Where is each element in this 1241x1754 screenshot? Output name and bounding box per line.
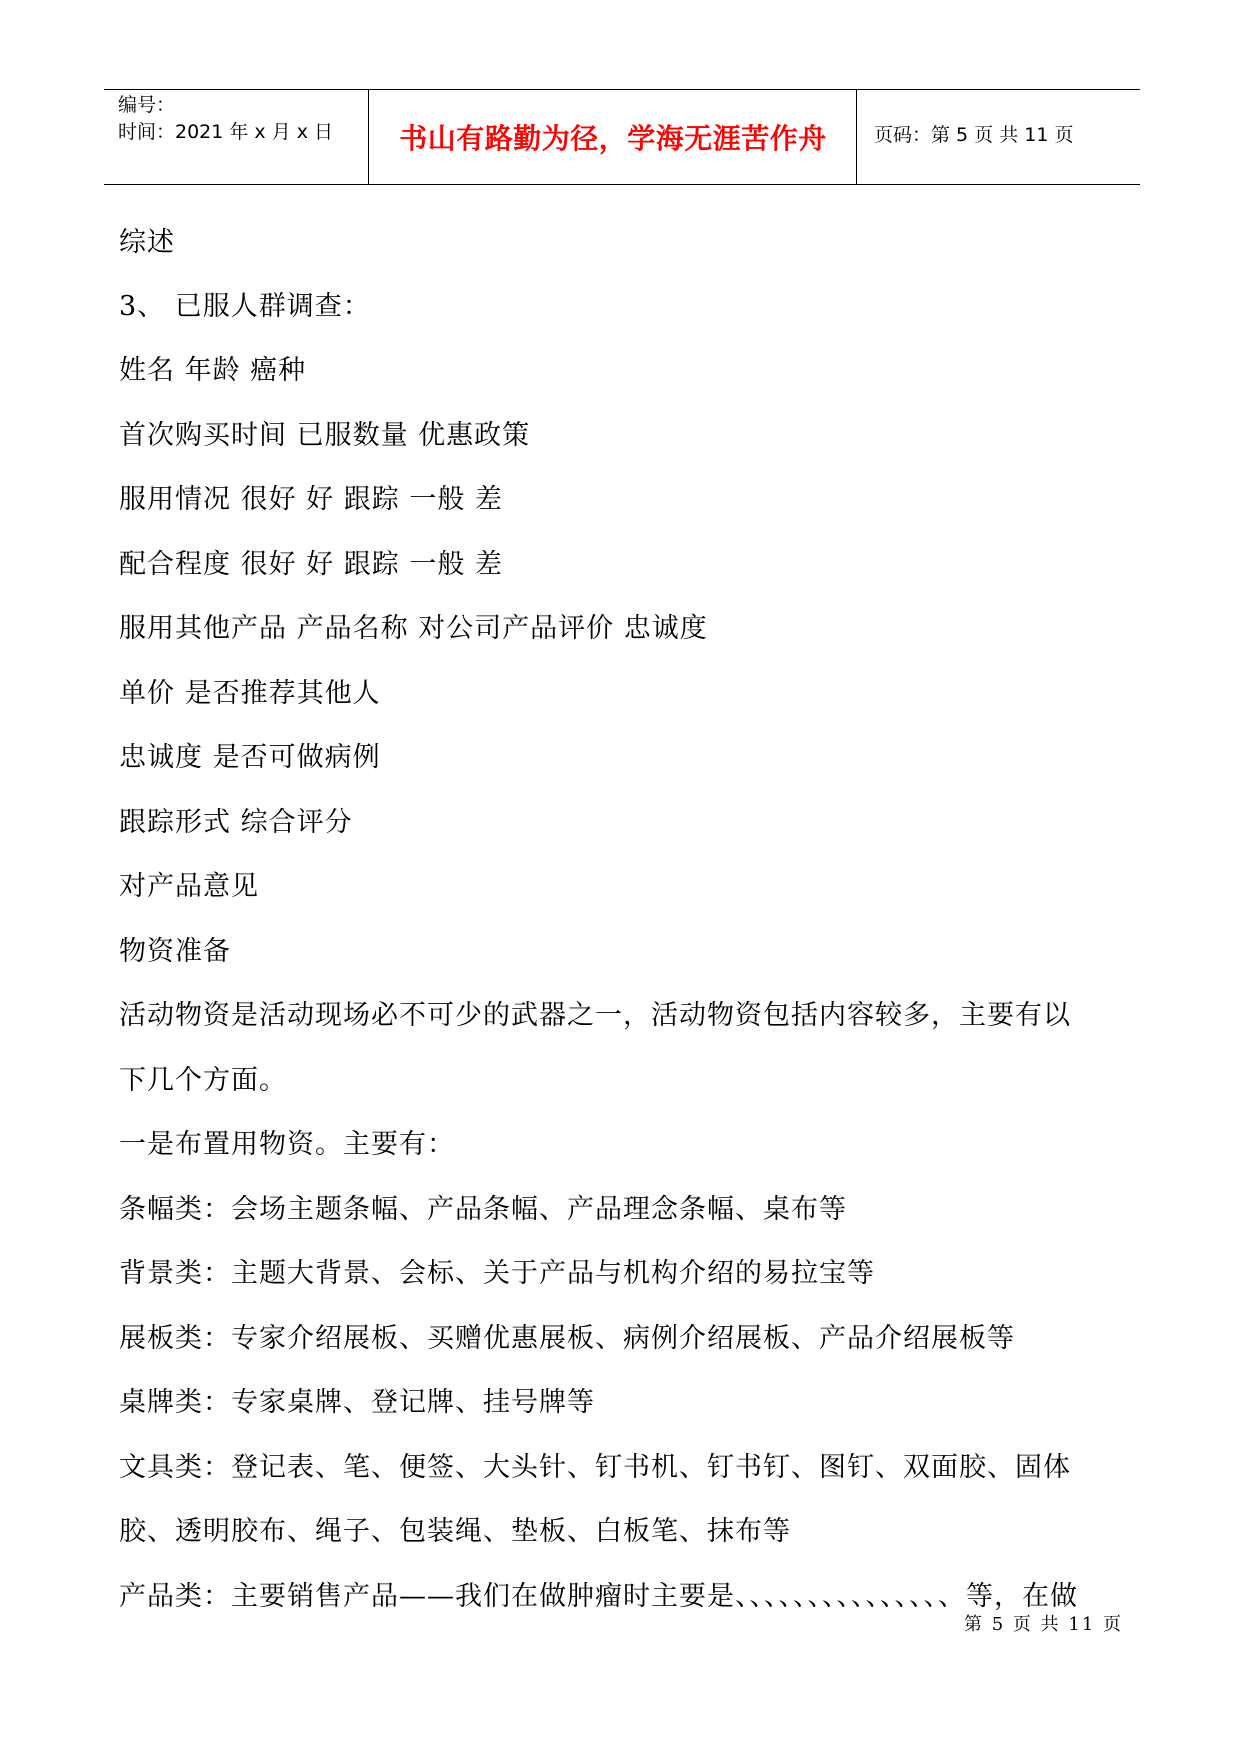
body-line: 3、 已服人群调查：: [119, 291, 371, 322]
page-header: [104, 89, 1140, 185]
body-line: 一是布置用物资。主要有：: [119, 1129, 455, 1160]
body-line: 背景类：主题大背景、会标、关于产品与机构介绍的易拉宝等: [119, 1258, 875, 1289]
body-line: 产品类：主要销售产品——我们在做肿瘤时主要是、、、、、、、、、、、、、、、等，在做: [119, 1581, 1078, 1612]
body-line: 条幅类：会场主题条幅、产品条幅、产品理念条幅、桌布等: [119, 1194, 847, 1225]
body-line: 下几个方面。: [119, 1065, 287, 1096]
header-motto: 书山有路勤为径，学海无涯苦作舟: [399, 122, 827, 155]
header-divider-right: [856, 90, 857, 184]
header-divider-left: [368, 90, 369, 184]
body-line: 文具类：登记表、笔、便签、大头针、钉书机、钉书钉、图钉、双面胶、固体: [119, 1452, 1071, 1483]
body-line: 跟踪形式 综合评分: [119, 807, 353, 838]
body-line: 服用情况 很好 好 跟踪 一般 差: [119, 484, 503, 515]
document-time-label: 时间：2021 年 x 月 x 日: [118, 121, 334, 143]
body-line: 配合程度 很好 好 跟踪 一般 差: [119, 549, 503, 580]
body-line: 综述: [119, 227, 175, 258]
body-line: 对产品意见: [119, 871, 259, 902]
body-line: 忠诚度 是否可做病例: [119, 742, 381, 773]
body-line: 单价 是否推荐其他人: [119, 678, 381, 709]
body-line: 展板类：专家介绍展板、买赠优惠展板、病例介绍展板、产品介绍展板等: [119, 1323, 1015, 1354]
body-line: 姓名 年龄 癌种: [119, 355, 307, 386]
page-footer: 第 5 页 共 11 页: [964, 1614, 1123, 1635]
body-line: 物资准备: [119, 936, 231, 967]
document-number-label: 编号：: [118, 94, 176, 116]
body-line: 活动物资是活动现场必不可少的武器之一，活动物资包括内容较多，主要有以: [119, 1000, 1071, 1031]
body-line: 首次购买时间 已服数量 优惠政策: [119, 420, 531, 451]
body-line: 服用其他产品 产品名称 对公司产品评价 忠诚度: [119, 613, 708, 644]
header-page-code: 页码：第 5 页 共 11 页: [874, 124, 1074, 146]
body-line: 桌牌类：专家桌牌、登记牌、挂号牌等: [119, 1387, 595, 1418]
header-meta: [118, 90, 368, 184]
body-line: 胶、透明胶布、绳子、包装绳、垫板、白板笔、抹布等: [119, 1516, 791, 1547]
